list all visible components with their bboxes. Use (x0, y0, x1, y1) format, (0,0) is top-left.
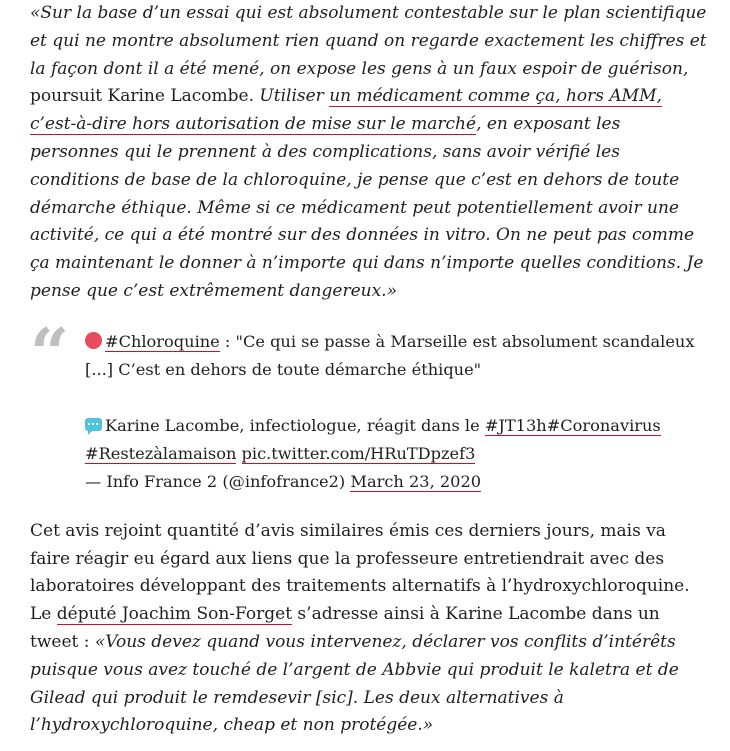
quote-mark-icon: “ (30, 313, 70, 394)
body-paragraph (30, 518, 710, 740)
attribution: poursuit Karine Lacombe. (30, 86, 260, 107)
hashtag-jt13h[interactable]: #JT13h (484, 415, 547, 435)
hashtag-coronavirus[interactable]: #Coronavirus (546, 415, 661, 435)
embedded-tweet (30, 313, 710, 496)
body-quote: «Vous devez quand vous intervenez, déclarer vos conflits d’intérêts puisque vous avez touché de l’argent de Abbvie qui produit le kaletra et de Gilead qui produit le remdesevir [sic]. Les deux alternatives à l’hydroxychloroquine, cheap et non protégée.» (30, 631, 679, 736)
body-text-start: Cet avis rejoint quantité d’avis similaires émis ces derniers jours, mais va faire réagir eu égard aux liens que la professeure entretiendrait avec des laboratoires développant des traitements alternatifs à l’hydroxychloroquine. Le (30, 520, 690, 625)
quote-text-rest: , en exposant les personnes qui le prennent à des complications, sans avoir vérifié les conditions de base de la chloroquine, je pense que c’est en dehors de toute démarche éthique. Même si ce médicament peut potentiellement avoir une activité, ce qui a été montré sur des données in vitro. On ne peut pas comme ça maintenant le donner à n’importe qui dans n’importe quelles conditions. Je pense que c’est extrêmement dangereux.» (30, 114, 704, 301)
tweet-pic-link[interactable]: pic.twitter.com/HRuTDpzef3 (241, 443, 476, 463)
tweet-body (85, 328, 710, 496)
hashtag-chloroquine[interactable]: #Chloroquine (105, 331, 220, 351)
tweet-line2-text: Karine Lacombe, infectiologue, réagit dans le (105, 415, 485, 435)
speech-balloon-icon (85, 418, 102, 431)
tweet-author: — Info France 2 (@infofrance2) (85, 471, 351, 491)
tweet-quote-text: : "Ce qui se passe à Marseille est absolument scandaleux [...] C’est en dehors de toute démarche éthique" (85, 331, 695, 379)
quote-text-lead: Utiliser (259, 86, 330, 107)
quote-text-start: «Sur la base d’un essai qui est absolument contestable sur le plan scientifique et qui ne montre absolument rien quand on regarde exactement les chiffres et la façon dont il a été mené, on expose les gens à un faux espoir de guérison, (30, 3, 707, 79)
amm-link[interactable]: un médicament comme ça, hors AMM, c’est-à-dire hors autorisation de mise sur le marché (30, 86, 662, 135)
hashtag-restezalamaison[interactable]: #Restezàlamaison (85, 443, 237, 463)
quote-paragraph (30, 0, 710, 306)
body-text-mid: s’adresse ainsi à Karine Lacombe dans un tweet : (30, 604, 660, 652)
red-circle-icon (85, 332, 102, 349)
tweet-date-link[interactable]: March 23, 2020 (350, 471, 482, 491)
depute-link[interactable]: député Joachim Son-Forget (56, 604, 293, 625)
